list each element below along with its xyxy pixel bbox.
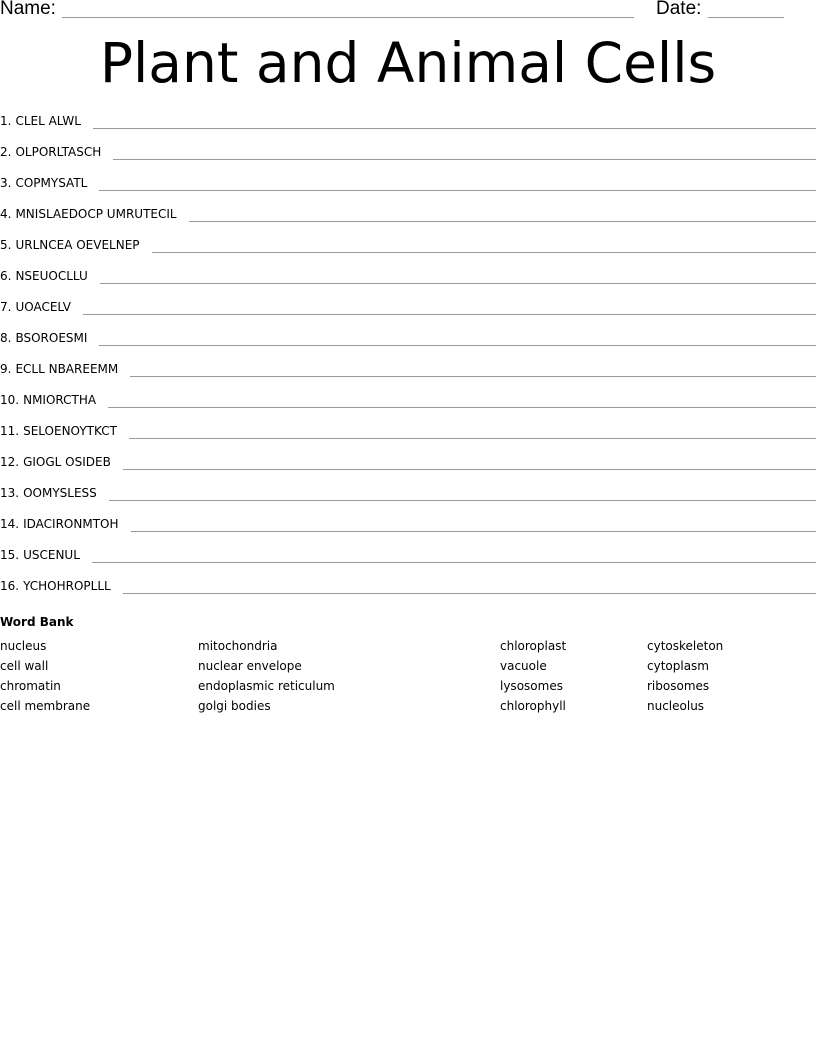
word-bank-item: golgi bodies <box>198 699 271 713</box>
scrambled-word: COPMYSATL <box>15 176 88 190</box>
puzzle-row <box>0 452 816 483</box>
scrambled-clue <box>0 266 88 284</box>
word-bank-item: cytoplasm <box>647 659 709 673</box>
word-bank-item: nucleolus <box>647 699 705 713</box>
scrambled-clue <box>0 421 117 439</box>
scrambled-word: NSEUOCLLU <box>15 269 88 283</box>
scrambled-word: URLNCEA OEVELNEP <box>15 238 140 252</box>
word-bank-item: mitochondria <box>198 639 278 653</box>
answer-line[interactable] <box>109 500 816 501</box>
scrambled-word: UOACELV <box>15 300 72 314</box>
clue-number: 15. <box>0 548 20 562</box>
answer-line[interactable] <box>99 345 816 346</box>
answer-line[interactable] <box>99 190 816 191</box>
answer-line[interactable] <box>129 438 816 439</box>
scrambled-word: GIOGL OSIDEB <box>23 455 111 469</box>
clue-number: 9. <box>0 362 12 376</box>
clue-number: 5. <box>0 238 12 252</box>
word-bank-item: cell wall <box>0 659 49 673</box>
puzzle-row <box>0 545 816 576</box>
clue-number: 13. <box>0 486 20 500</box>
date-field-line <box>708 17 784 18</box>
word-bank-item: ribosomes <box>647 679 710 693</box>
puzzle-row <box>0 390 816 421</box>
puzzle-row <box>0 266 816 297</box>
answer-line[interactable] <box>108 407 816 408</box>
answer-line[interactable] <box>83 314 816 315</box>
date-label: Date: <box>656 0 702 19</box>
scrambled-clue <box>0 359 118 377</box>
word-bank-column-1 <box>0 636 90 716</box>
scrambled-clue <box>0 545 80 563</box>
word-bank-column-4 <box>647 636 723 716</box>
name-label: Name: <box>0 0 56 19</box>
word-bank-column-2 <box>198 636 335 716</box>
scrambled-clue <box>0 235 140 253</box>
puzzle-row <box>0 483 816 514</box>
clue-number: 4. <box>0 207 12 221</box>
answer-line[interactable] <box>123 469 816 470</box>
puzzle-row <box>0 142 816 173</box>
scramble-list <box>0 111 816 607</box>
scrambled-word: YCHOHROPLLL <box>23 579 111 593</box>
scrambled-clue <box>0 483 97 501</box>
puzzle-row <box>0 111 816 142</box>
word-bank-item: nucleus <box>0 639 47 653</box>
clue-number: 7. <box>0 300 12 314</box>
scrambled-clue <box>0 576 111 594</box>
scrambled-clue <box>0 297 71 315</box>
clue-number: 8. <box>0 331 12 345</box>
clue-number: 6. <box>0 269 12 283</box>
worksheet-title: Plant and Animal Cells <box>99 31 717 95</box>
word-bank-item: endoplasmic reticulum <box>198 679 335 693</box>
puzzle-row <box>0 328 816 359</box>
clue-number: 2. <box>0 145 12 159</box>
word-bank-item: nuclear envelope <box>198 659 302 673</box>
name-field-line <box>62 17 634 18</box>
puzzle-row <box>0 173 816 204</box>
scrambled-clue <box>0 173 87 191</box>
word-bank-title: Word Bank <box>0 615 74 629</box>
puzzle-row <box>0 514 816 545</box>
scrambled-word: NMIORCTHA <box>23 393 97 407</box>
answer-line[interactable] <box>100 283 816 284</box>
scrambled-clue <box>0 328 87 346</box>
word-bank-item: vacuole <box>500 659 547 673</box>
answer-line[interactable] <box>130 376 816 377</box>
puzzle-row <box>0 235 816 266</box>
scrambled-word: USCENUL <box>23 548 80 562</box>
scrambled-word: CLEL ALWL <box>15 114 81 128</box>
word-bank-item: chloroplast <box>500 639 567 653</box>
clue-number: 11. <box>0 424 20 438</box>
puzzle-row <box>0 359 816 390</box>
puzzle-row <box>0 421 816 452</box>
answer-line[interactable] <box>92 562 816 563</box>
scrambled-word: BSOROESMI <box>15 331 88 345</box>
puzzle-row <box>0 297 816 328</box>
scrambled-word: OLPORLTASCH <box>15 145 102 159</box>
scrambled-clue <box>0 390 96 408</box>
answer-line[interactable] <box>113 159 816 160</box>
clue-number: 14. <box>0 517 20 531</box>
word-bank-column-3 <box>500 636 566 716</box>
scrambled-word: SELOENOYTKCT <box>23 424 117 438</box>
clue-number: 1. <box>0 114 12 128</box>
word-bank-item: cytoskeleton <box>647 639 724 653</box>
scrambled-clue <box>0 142 101 160</box>
clue-number: 10. <box>0 393 20 407</box>
word-bank-item: cell membrane <box>0 699 91 713</box>
clue-number: 16. <box>0 579 20 593</box>
word-bank-item: chromatin <box>0 679 61 693</box>
scrambled-word: OOMYSLESS <box>23 486 97 500</box>
scrambled-clue <box>0 111 81 129</box>
scrambled-word: IDACIRONMTOH <box>23 517 119 531</box>
answer-line[interactable] <box>189 221 816 222</box>
scrambled-clue <box>0 204 177 222</box>
puzzle-row <box>0 576 816 607</box>
scrambled-clue <box>0 514 119 532</box>
scrambled-word: ECLL NBAREEMM <box>15 362 119 376</box>
word-bank-item: lysosomes <box>500 679 563 693</box>
worksheet-header <box>0 0 816 24</box>
scrambled-word: MNISLAEDOCP UMRUTECIL <box>15 207 177 221</box>
clue-number: 3. <box>0 176 12 190</box>
answer-line[interactable] <box>123 593 816 594</box>
word-bank-item: chlorophyll <box>500 699 566 713</box>
answer-line[interactable] <box>152 252 816 253</box>
answer-line[interactable] <box>93 128 816 129</box>
clue-number: 12. <box>0 455 20 469</box>
scrambled-clue <box>0 452 111 470</box>
puzzle-row <box>0 204 816 235</box>
answer-line[interactable] <box>131 531 816 532</box>
